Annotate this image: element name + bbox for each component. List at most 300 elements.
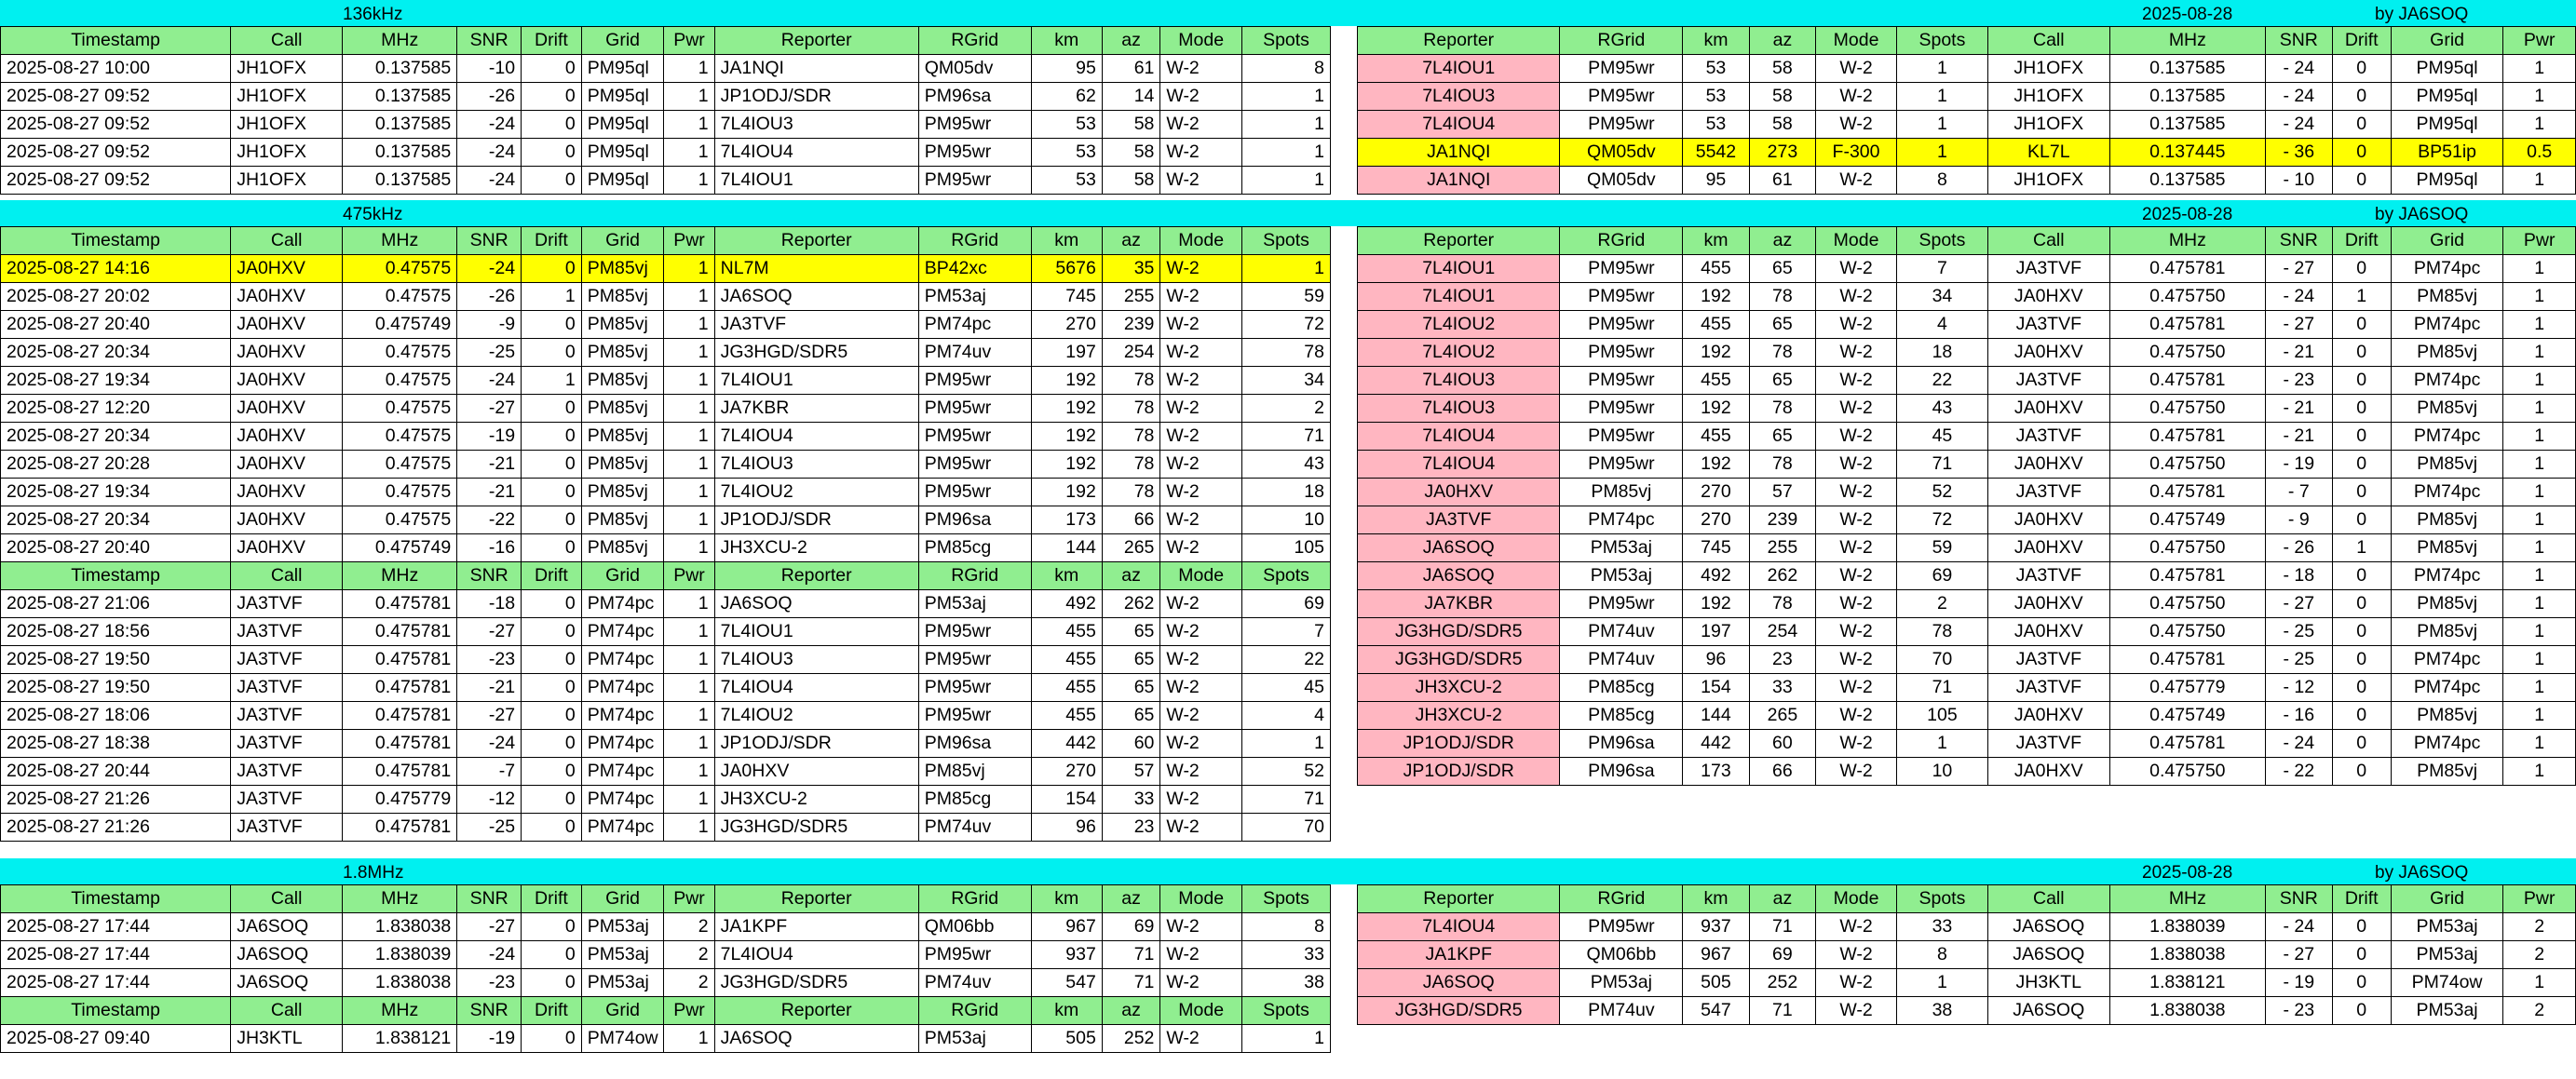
column-header-mode: Mode bbox=[1160, 227, 1242, 255]
cell-reporter: JA1KPF bbox=[714, 913, 918, 941]
cell-rgrid: PM95wr bbox=[1560, 55, 1683, 83]
cell-grid: PM74pc bbox=[581, 786, 664, 814]
cell-pwr: 1 bbox=[2503, 339, 2576, 367]
cell-rgrid: QM05dv bbox=[1560, 167, 1683, 195]
cell-km: 937 bbox=[1683, 913, 1749, 941]
cell-reporter: JA6SOQ bbox=[714, 590, 918, 618]
table-row bbox=[1, 311, 1331, 339]
cell-az: 254 bbox=[1102, 339, 1160, 367]
table-row bbox=[1358, 451, 2576, 479]
cell-spots: 1 bbox=[1242, 167, 1331, 195]
cell-mhz: 0.47575 bbox=[343, 506, 457, 534]
cell-grid: PM85vj bbox=[581, 479, 664, 506]
cell-spots: 78 bbox=[1242, 339, 1331, 367]
cell-grid: PM74pc bbox=[581, 730, 664, 758]
cell-reporter: JA7KBR bbox=[1358, 590, 1560, 618]
cell-call: JA3TVF bbox=[231, 618, 343, 646]
column-header-snr: SNR bbox=[457, 562, 522, 590]
column-header-mhz: MHz bbox=[343, 27, 457, 55]
cell-timestamp: 2025-08-27 21:06 bbox=[1, 590, 231, 618]
cell-spots: 70 bbox=[1896, 646, 1987, 674]
cell-spots: 105 bbox=[1896, 702, 1987, 730]
cell-reporter: JA0HXV bbox=[714, 758, 918, 786]
cell-timestamp: 2025-08-27 09:40 bbox=[1, 1025, 231, 1053]
cell-km: 197 bbox=[1031, 339, 1102, 367]
band-date-1-8mhz: 2025-08-28 bbox=[2142, 863, 2233, 883]
spots-table-136khz bbox=[0, 26, 1331, 195]
cell-spots: 4 bbox=[1896, 311, 1987, 339]
cell-snr: - 18 bbox=[2266, 562, 2332, 590]
column-header-grid: Grid bbox=[2391, 885, 2502, 913]
cell-reporter: 7L4IOU3 bbox=[714, 451, 918, 479]
column-header-timestamp: Timestamp bbox=[1, 562, 231, 590]
cell-snr: -25 bbox=[457, 814, 522, 842]
cell-az: 66 bbox=[1749, 758, 1815, 786]
cell-km: 967 bbox=[1031, 913, 1102, 941]
column-header-spots: Spots bbox=[1896, 885, 1987, 913]
cell-drift: 0 bbox=[522, 730, 582, 758]
cell-reporter: 7L4IOU2 bbox=[1358, 339, 1560, 367]
cell-reporter: JG3HGD/SDR5 bbox=[714, 969, 918, 997]
cell-drift: 0 bbox=[522, 339, 582, 367]
cell-rgrid: QM05dv bbox=[1560, 139, 1683, 167]
cell-az: 239 bbox=[1749, 506, 1815, 534]
table-row bbox=[1358, 969, 2576, 997]
cell-mhz: 0.475781 bbox=[2109, 367, 2265, 395]
cell-timestamp: 2025-08-27 14:16 bbox=[1, 255, 231, 283]
cell-pwr: 1 bbox=[664, 367, 714, 395]
cell-mode: W-2 bbox=[1160, 339, 1242, 367]
cell-snr: - 26 bbox=[2266, 534, 2332, 562]
column-header-rgrid: RGrid bbox=[1560, 885, 1683, 913]
cell-rgrid: PM95wr bbox=[1560, 311, 1683, 339]
cell-timestamp: 2025-08-27 17:44 bbox=[1, 913, 231, 941]
cell-spots: 8 bbox=[1242, 913, 1331, 941]
cell-drift: 0 bbox=[2332, 167, 2391, 195]
cell-reporter: JA6SOQ bbox=[1358, 969, 1560, 997]
cell-rgrid: PM95wr bbox=[918, 618, 1031, 646]
column-header-mhz: MHz bbox=[343, 562, 457, 590]
cell-pwr: 1 bbox=[2503, 702, 2576, 730]
cell-az: 66 bbox=[1102, 506, 1160, 534]
cell-km: 270 bbox=[1031, 758, 1102, 786]
cell-drift: 0 bbox=[2332, 451, 2391, 479]
cell-call: JH3KTL bbox=[1987, 969, 2109, 997]
cell-km: 442 bbox=[1031, 730, 1102, 758]
cell-az: 254 bbox=[1749, 618, 1815, 646]
cell-drift: 0 bbox=[522, 311, 582, 339]
table-row bbox=[1, 646, 1331, 674]
cell-km: 270 bbox=[1031, 311, 1102, 339]
cell-mode: W-2 bbox=[1816, 534, 1897, 562]
column-header-mode: Mode bbox=[1160, 562, 1242, 590]
cell-az: 57 bbox=[1102, 758, 1160, 786]
cell-km: 173 bbox=[1683, 758, 1749, 786]
cell-rgrid: PM95wr bbox=[1560, 83, 1683, 111]
cell-rgrid: PM95wr bbox=[918, 111, 1031, 139]
column-header-km: km bbox=[1031, 885, 1102, 913]
cell-timestamp: 2025-08-27 19:50 bbox=[1, 674, 231, 702]
table-row bbox=[1, 367, 1331, 395]
cell-rgrid: PM96sa bbox=[1560, 758, 1683, 786]
band-label-136khz: 136kHz bbox=[343, 5, 403, 24]
table-row bbox=[1, 814, 1331, 842]
column-header-az: az bbox=[1749, 227, 1815, 255]
cell-pwr: 1 bbox=[664, 83, 714, 111]
cell-timestamp: 2025-08-27 21:26 bbox=[1, 786, 231, 814]
cell-rgrid: PM53aj bbox=[1560, 969, 1683, 997]
cell-rgrid: PM85cg bbox=[1560, 702, 1683, 730]
cell-spots: 71 bbox=[1896, 451, 1987, 479]
cell-call: JA3TVF bbox=[1987, 674, 2109, 702]
column-header-drift: Drift bbox=[522, 885, 582, 913]
cell-pwr: 1 bbox=[664, 730, 714, 758]
cell-mode: W-2 bbox=[1160, 618, 1242, 646]
cell-km: 192 bbox=[1031, 451, 1102, 479]
table-row bbox=[1358, 941, 2576, 969]
cell-mhz: 0.475781 bbox=[2109, 479, 2265, 506]
cell-km: 154 bbox=[1031, 786, 1102, 814]
table-row bbox=[1, 395, 1331, 423]
cell-km: 505 bbox=[1683, 969, 1749, 997]
cell-spots: 70 bbox=[1242, 814, 1331, 842]
column-header-km: km bbox=[1031, 27, 1102, 55]
cell-timestamp: 2025-08-27 19:50 bbox=[1, 646, 231, 674]
cell-km: 5542 bbox=[1683, 139, 1749, 167]
cell-pwr: 1 bbox=[2503, 479, 2576, 506]
cell-reporter: 7L4IOU1 bbox=[714, 167, 918, 195]
cell-mode: W-2 bbox=[1160, 758, 1242, 786]
cell-grid: PM74pc bbox=[581, 618, 664, 646]
table-row bbox=[1358, 997, 2576, 1025]
cell-rgrid: PM95wr bbox=[918, 423, 1031, 451]
cell-mode: W-2 bbox=[1816, 423, 1897, 451]
cell-az: 33 bbox=[1749, 674, 1815, 702]
cell-mode: W-2 bbox=[1816, 646, 1897, 674]
cell-rgrid: BP42xc bbox=[918, 255, 1031, 283]
cell-pwr: 1 bbox=[664, 255, 714, 283]
cell-reporter: JH3XCU-2 bbox=[1358, 674, 1560, 702]
cell-call: JA0HXV bbox=[1987, 618, 2109, 646]
table-row bbox=[1358, 590, 2576, 618]
cell-rgrid: PM95wr bbox=[918, 674, 1031, 702]
cell-mode: W-2 bbox=[1816, 311, 1897, 339]
cell-snr: - 24 bbox=[2266, 111, 2332, 139]
cell-grid: PM74pc bbox=[2391, 311, 2502, 339]
cell-mode: W-2 bbox=[1160, 969, 1242, 997]
cell-grid: PM85vj bbox=[581, 506, 664, 534]
cell-snr: -23 bbox=[457, 969, 522, 997]
cell-pwr: 1 bbox=[664, 111, 714, 139]
cell-reporter: 7L4IOU3 bbox=[714, 111, 918, 139]
band-date-136khz: 2025-08-28 bbox=[2142, 5, 2233, 24]
cell-mhz: 0.475750 bbox=[2109, 451, 2265, 479]
cell-grid: PM95ql bbox=[581, 55, 664, 83]
column-header-call: Call bbox=[231, 227, 343, 255]
cell-snr: - 23 bbox=[2266, 997, 2332, 1025]
cell-mhz: 0.137445 bbox=[2109, 139, 2265, 167]
cell-km: 745 bbox=[1031, 283, 1102, 311]
cell-km: 492 bbox=[1031, 590, 1102, 618]
cell-drift: 0 bbox=[2332, 758, 2391, 786]
cell-pwr: 1 bbox=[664, 339, 714, 367]
cell-km: 937 bbox=[1031, 941, 1102, 969]
cell-mode: W-2 bbox=[1160, 702, 1242, 730]
cell-az: 252 bbox=[1749, 969, 1815, 997]
column-header-call: Call bbox=[231, 885, 343, 913]
cell-pwr: 1 bbox=[2503, 562, 2576, 590]
cell-az: 65 bbox=[1102, 702, 1160, 730]
header-row bbox=[1358, 885, 2576, 913]
cell-drift: 0 bbox=[2332, 139, 2391, 167]
cell-snr: -23 bbox=[457, 646, 522, 674]
table-row bbox=[1, 83, 1331, 111]
cell-reporter: 7L4IOU4 bbox=[714, 423, 918, 451]
cell-mhz: 0.475749 bbox=[343, 311, 457, 339]
table-row bbox=[1, 167, 1331, 195]
cell-call: JA0HXV bbox=[1987, 283, 2109, 311]
cell-reporter: JG3HGD/SDR5 bbox=[714, 339, 918, 367]
cell-mode: W-2 bbox=[1816, 395, 1897, 423]
cell-snr: -24 bbox=[457, 941, 522, 969]
cell-pwr: 1 bbox=[664, 534, 714, 562]
cell-mhz: 0.475750 bbox=[2109, 534, 2265, 562]
cell-grid: PM53aj bbox=[581, 969, 664, 997]
table-row bbox=[1358, 758, 2576, 786]
cell-mhz: 0.47575 bbox=[343, 479, 457, 506]
column-header-drift: Drift bbox=[2332, 27, 2391, 55]
cell-snr: - 24 bbox=[2266, 913, 2332, 941]
cell-call: JA0HXV bbox=[231, 367, 343, 395]
cell-rgrid: PM53aj bbox=[918, 1025, 1031, 1053]
cell-km: 455 bbox=[1031, 674, 1102, 702]
cell-snr: -24 bbox=[457, 367, 522, 395]
cell-call: JH1OFX bbox=[1987, 167, 2109, 195]
cell-reporter: JA1NQI bbox=[1358, 139, 1560, 167]
cell-mhz: 0.475781 bbox=[343, 618, 457, 646]
cell-reporter: 7L4IOU1 bbox=[1358, 55, 1560, 83]
cell-drift: 0 bbox=[2332, 674, 2391, 702]
cell-call: JA0HXV bbox=[1987, 395, 2109, 423]
cell-snr: -26 bbox=[457, 283, 522, 311]
cell-az: 71 bbox=[1749, 913, 1815, 941]
cell-drift: 0 bbox=[2332, 339, 2391, 367]
column-header-call: Call bbox=[231, 562, 343, 590]
cell-drift: 0 bbox=[2332, 395, 2391, 423]
cell-rgrid: PM85vj bbox=[1560, 479, 1683, 506]
cell-az: 61 bbox=[1749, 167, 1815, 195]
cell-az: 78 bbox=[1749, 590, 1815, 618]
cell-az: 262 bbox=[1102, 590, 1160, 618]
cell-rgrid: PM95wr bbox=[918, 646, 1031, 674]
cell-call: JA3TVF bbox=[1987, 730, 2109, 758]
cell-mhz: 0.475781 bbox=[2109, 646, 2265, 674]
cell-drift: 0 bbox=[522, 786, 582, 814]
cell-drift: 0 bbox=[522, 913, 582, 941]
cell-rgrid: PM74uv bbox=[918, 814, 1031, 842]
cell-call: JA6SOQ bbox=[1987, 997, 2109, 1025]
column-header-rgrid: RGrid bbox=[1560, 227, 1683, 255]
cell-mhz: 0.475750 bbox=[2109, 283, 2265, 311]
cell-pwr: 1 bbox=[664, 674, 714, 702]
cell-spots: 8 bbox=[1242, 55, 1331, 83]
cell-grid: PM53aj bbox=[2391, 997, 2502, 1025]
cell-snr: -10 bbox=[457, 55, 522, 83]
cell-call: JA3TVF bbox=[231, 814, 343, 842]
column-header-az: az bbox=[1102, 562, 1160, 590]
cell-reporter: 7L4IOU4 bbox=[1358, 451, 1560, 479]
cell-drift: 0 bbox=[2332, 618, 2391, 646]
cell-drift: 0 bbox=[2332, 311, 2391, 339]
cell-snr: -12 bbox=[457, 786, 522, 814]
cell-snr: -24 bbox=[457, 111, 522, 139]
cell-drift: 0 bbox=[522, 83, 582, 111]
cell-reporter: JG3HGD/SDR5 bbox=[714, 814, 918, 842]
cell-mode: W-2 bbox=[1816, 997, 1897, 1025]
cell-mhz: 0.475781 bbox=[343, 646, 457, 674]
reporter-table-136khz bbox=[1357, 26, 2576, 195]
cell-pwr: 1 bbox=[664, 702, 714, 730]
table-row bbox=[1358, 534, 2576, 562]
cell-timestamp: 2025-08-27 20:34 bbox=[1, 506, 231, 534]
cell-rgrid: PM96sa bbox=[1560, 730, 1683, 758]
cell-km: 95 bbox=[1031, 55, 1102, 83]
cell-spots: 1 bbox=[1242, 730, 1331, 758]
cell-mhz: 1.838038 bbox=[343, 969, 457, 997]
cell-grid: PM74pc bbox=[2391, 730, 2502, 758]
cell-grid: PM85vj bbox=[581, 339, 664, 367]
cell-az: 69 bbox=[1102, 913, 1160, 941]
cell-snr: - 27 bbox=[2266, 255, 2332, 283]
cell-reporter: 7L4IOU2 bbox=[1358, 311, 1560, 339]
cell-grid: PM74ow bbox=[2391, 969, 2502, 997]
column-header-reporter: Reporter bbox=[1358, 227, 1560, 255]
table-row bbox=[1, 283, 1331, 311]
column-header-km: km bbox=[1031, 997, 1102, 1025]
cell-mode: W-2 bbox=[1816, 618, 1897, 646]
cell-reporter: JA1KPF bbox=[1358, 941, 1560, 969]
cell-grid: PM74pc bbox=[581, 758, 664, 786]
column-header-rgrid: RGrid bbox=[918, 997, 1031, 1025]
cell-grid: PM85vj bbox=[2391, 395, 2502, 423]
cell-mode: W-2 bbox=[1816, 758, 1897, 786]
cell-pwr: 1 bbox=[2503, 674, 2576, 702]
cell-pwr: 1 bbox=[664, 618, 714, 646]
cell-grid: PM85vj bbox=[2391, 758, 2502, 786]
cell-spots: 45 bbox=[1896, 423, 1987, 451]
cell-pwr: 1 bbox=[2503, 590, 2576, 618]
cell-mhz: 0.475750 bbox=[2109, 395, 2265, 423]
cell-mhz: 1.838038 bbox=[343, 913, 457, 941]
cell-drift: 0 bbox=[2332, 646, 2391, 674]
band-date-475khz: 2025-08-28 bbox=[2142, 205, 2233, 224]
cell-spots: 45 bbox=[1242, 674, 1331, 702]
cell-call: JH1OFX bbox=[1987, 83, 2109, 111]
cell-grid: BP51ip bbox=[2391, 139, 2502, 167]
cell-rgrid: PM95wr bbox=[918, 367, 1031, 395]
cell-az: 61 bbox=[1102, 55, 1160, 83]
cell-snr: -24 bbox=[457, 730, 522, 758]
cell-spots: 1 bbox=[1896, 139, 1987, 167]
cell-drift: 0 bbox=[2332, 941, 2391, 969]
band-by-475khz: by JA6SOQ bbox=[2375, 205, 2469, 224]
table-row bbox=[1, 534, 1331, 562]
cell-mode: W-2 bbox=[1160, 139, 1242, 167]
cell-timestamp: 2025-08-27 20:02 bbox=[1, 283, 231, 311]
cell-drift: 0 bbox=[522, 534, 582, 562]
cell-km: 53 bbox=[1683, 111, 1749, 139]
cell-az: 265 bbox=[1749, 702, 1815, 730]
cell-rgrid: PM95wr bbox=[918, 479, 1031, 506]
table-row bbox=[1358, 255, 2576, 283]
cell-rgrid: QM06bb bbox=[1560, 941, 1683, 969]
cell-timestamp: 2025-08-27 17:44 bbox=[1, 941, 231, 969]
cell-drift: 0 bbox=[522, 55, 582, 83]
cell-call: JH1OFX bbox=[231, 139, 343, 167]
cell-spots: 43 bbox=[1242, 451, 1331, 479]
cell-km: 270 bbox=[1683, 479, 1749, 506]
cell-km: 53 bbox=[1683, 55, 1749, 83]
cell-call: JA3TVF bbox=[1987, 423, 2109, 451]
column-header-spots: Spots bbox=[1242, 997, 1331, 1025]
cell-rgrid: PM74uv bbox=[1560, 618, 1683, 646]
cell-rgrid: PM74pc bbox=[1560, 506, 1683, 534]
cell-pwr: 1 bbox=[2503, 83, 2576, 111]
cell-grid: PM53aj bbox=[581, 941, 664, 969]
cell-mode: W-2 bbox=[1160, 814, 1242, 842]
column-header-reporter: Reporter bbox=[714, 227, 918, 255]
cell-mode: W-2 bbox=[1816, 913, 1897, 941]
cell-snr: - 10 bbox=[2266, 167, 2332, 195]
cell-spots: 1 bbox=[1242, 111, 1331, 139]
cell-az: 65 bbox=[1102, 646, 1160, 674]
cell-mhz: 0.475749 bbox=[343, 534, 457, 562]
cell-spots: 8 bbox=[1896, 941, 1987, 969]
cell-timestamp: 2025-08-27 12:20 bbox=[1, 395, 231, 423]
cell-call: JA3TVF bbox=[231, 730, 343, 758]
cell-mhz: 0.475750 bbox=[2109, 590, 2265, 618]
cell-drift: 0 bbox=[2332, 111, 2391, 139]
cell-pwr: 1 bbox=[2503, 255, 2576, 283]
cell-call: JA0HXV bbox=[231, 395, 343, 423]
column-header-drift: Drift bbox=[522, 997, 582, 1025]
cell-mode: W-2 bbox=[1816, 730, 1897, 758]
cell-grid: PM74pc bbox=[581, 646, 664, 674]
cell-snr: -21 bbox=[457, 479, 522, 506]
cell-mhz: 1.838121 bbox=[2109, 969, 2265, 997]
cell-mode: W-2 bbox=[1816, 283, 1897, 311]
cell-reporter: 7L4IOU1 bbox=[1358, 283, 1560, 311]
table-row bbox=[1358, 423, 2576, 451]
cell-reporter: 7L4IOU4 bbox=[1358, 423, 1560, 451]
cell-rgrid: PM95wr bbox=[1560, 395, 1683, 423]
cell-grid: PM74ow bbox=[581, 1025, 664, 1053]
column-header-rgrid: RGrid bbox=[918, 562, 1031, 590]
cell-pwr: 1 bbox=[2503, 367, 2576, 395]
cell-mode: W-2 bbox=[1816, 83, 1897, 111]
cell-snr: - 21 bbox=[2266, 339, 2332, 367]
cell-drift: 1 bbox=[2332, 534, 2391, 562]
cell-az: 58 bbox=[1749, 83, 1815, 111]
cell-call: JA0HXV bbox=[231, 506, 343, 534]
cell-snr: -19 bbox=[457, 1025, 522, 1053]
header-row bbox=[1358, 227, 2576, 255]
cell-call: JH1OFX bbox=[231, 55, 343, 83]
table-row bbox=[1, 139, 1331, 167]
column-header-spots: Spots bbox=[1242, 227, 1331, 255]
cell-mode: W-2 bbox=[1816, 55, 1897, 83]
cell-grid: PM85vj bbox=[581, 423, 664, 451]
